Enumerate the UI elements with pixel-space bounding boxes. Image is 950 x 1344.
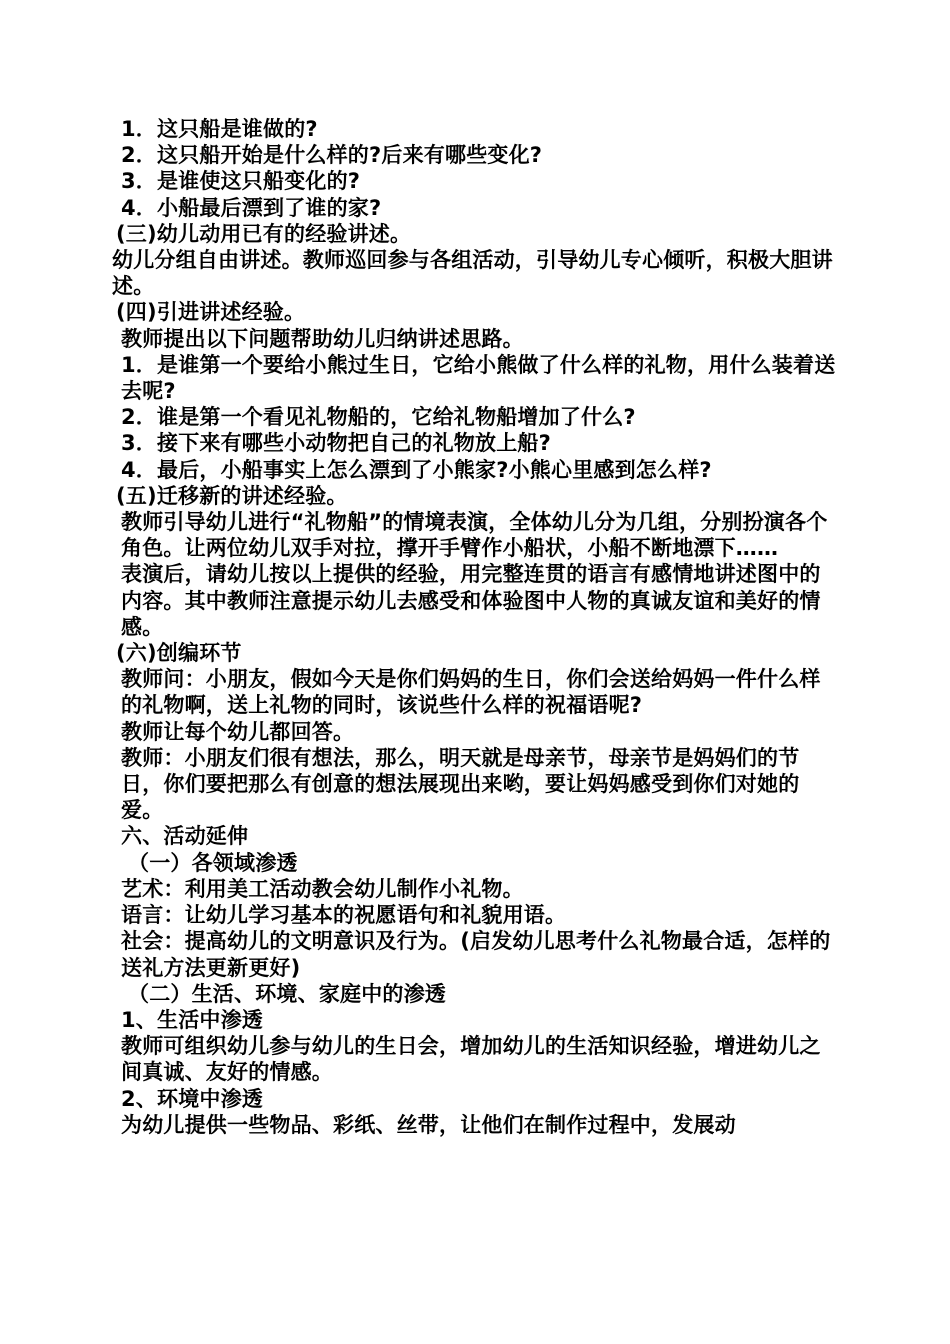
paragraph: 为幼儿提供一些物品、彩纸、丝带，让他们在制作过程中，发展动 (121, 1112, 736, 1137)
list-item: 语言：让幼儿学习基本的祝愿语句和礼貌用语。 (121, 903, 567, 928)
subsection-heading-1: （一）各领域渗透 (128, 850, 298, 875)
section-heading-5: (五)迁移新的讲述经验。 (116, 483, 348, 508)
paragraph: 教师问：小朋友，假如今天是你们妈妈的生日，你们会送给妈妈一件什么样的礼物啊，送上礼物的同时，该说些什么样的祝福语呢? (121, 667, 821, 718)
paragraph: 教师提出以下问题帮助幼儿归纳讲述思路。 (121, 326, 524, 351)
list-item: 社会：提高幼儿的文明意识及行为。(启发幼儿思考什么礼物最合适，怎样的送礼方法更新更好) (121, 929, 831, 980)
section-heading-4: (四)引进讲述经验。 (116, 300, 306, 325)
paragraph: 幼儿分组自由讲述。教师巡回参与各组活动，引导幼儿专心倾听，积极大胆讲述。 (112, 248, 833, 299)
paragraph: 表演后，请幼儿按以上提供的经验，用完整连贯的语言有感情地讲述图中的内容。其中教师注意提示幼儿去感受和体验图中人物的真诚友谊和美好的情感。 (121, 562, 821, 639)
question-4: 4．最后，小船事实上怎么漂到了小熊家?小熊心里感到怎么样? (121, 457, 712, 482)
question-1: 1．是谁第一个要给小熊过生日，它给小熊做了什么样的礼物，用什么装着送去呢? (121, 352, 836, 404)
paragraph: 教师引导幼儿进行“礼物船”的情境表演，全体幼儿分为几组，分别扮演各个角色。让两位幼儿双手对拉，撑开手臂作小船状，小船不断地漂下…… (121, 510, 828, 561)
document-page (112, 116, 840, 1138)
item-heading: 1、生活中渗透 (121, 1007, 264, 1032)
question-4: 4．小船最后漂到了谁的家? (121, 195, 382, 220)
paragraph: 教师可组织幼儿参与幼儿的生日会，增加幼儿的生活知识经验，增进幼儿之间真诚、友好的情感。 (121, 1034, 821, 1085)
item-heading: 2、环境中渗透 (121, 1086, 264, 1111)
list-item: 艺术：利用美工活动教会幼儿制作小礼物。 (121, 876, 524, 901)
paragraph: 教师：小朋友们很有想法，那么，明天就是母亲节，母亲节是妈妈们的节日，你们要把那么有创意的想法展现出来哟，要让妈妈感受到你们对她的爱。 (121, 745, 800, 823)
question-2: 2．这只船开始是什么样的?后来有哪些变化? (121, 143, 543, 168)
section-heading-extension: 六、活动延伸 (121, 824, 249, 849)
question-3: 3．接下来有哪些小动物把自己的礼物放上船? (121, 431, 551, 456)
paragraph: 教师让每个幼儿都回答。 (121, 719, 355, 744)
question-3: 3．是谁使这只船变化的? (121, 169, 361, 194)
question-1: 1．这只船是谁做的? (121, 117, 318, 141)
section-heading-3: (三)幼儿动用已有的经验讲述。 (116, 221, 412, 246)
section-heading-6: (六)创编环节 (116, 641, 242, 666)
question-2: 2．谁是第一个看见礼物船的，它给礼物船增加了什么? (121, 405, 636, 430)
subsection-heading-2: （二）生活、环境、家庭中的渗透 (128, 981, 446, 1006)
